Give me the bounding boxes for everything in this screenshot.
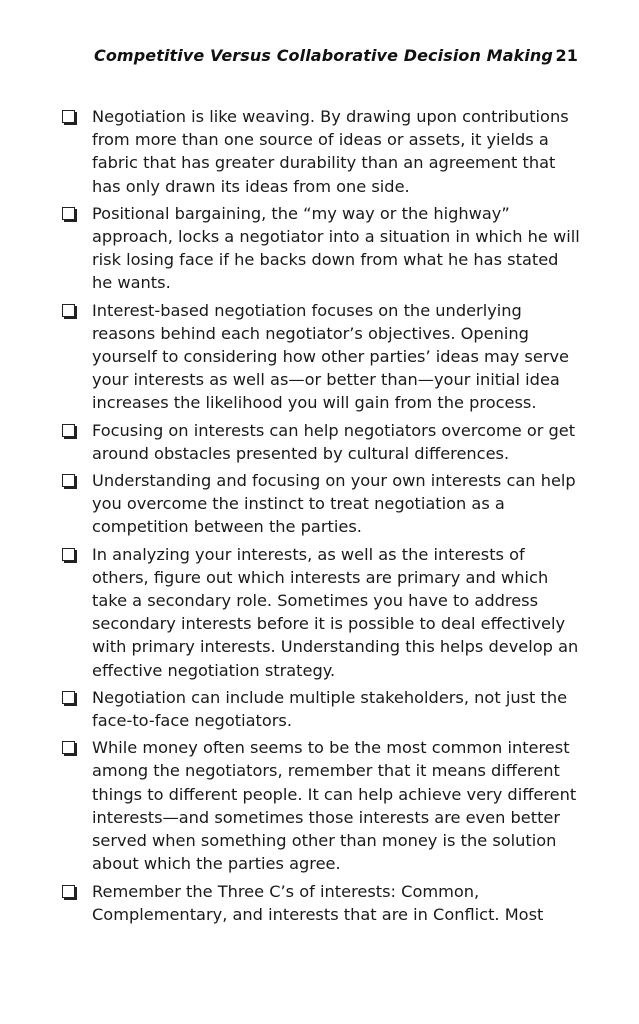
bullet-text: Negotiation is like weaving. By drawing upon contributions from more than one source of ideas or assets, it yields a fabric that has greater durability than an agreement that has only drawn its ideas from one side. [92, 107, 569, 196]
bullet-item [62, 299, 582, 415]
bullet-text: In analyzing your interests, as well as the interests of others, figure out which interests are primary and which take a secondary role. Sometimes you have to address secondary interests before it is possible to deal effectively with primary interests. Understanding this helps develop an effective negotiation strategy. [92, 544, 579, 680]
bullet-text: While money often seems to be the most common interest among the negotiators, remember that it means different things to different people. It can help achieve very different interests—and sometimes those interests are even better served when something other than money is the solution about which the parties agree. [92, 738, 577, 874]
checkbox-icon [62, 304, 75, 317]
bullet-item [62, 880, 582, 926]
bullet-item [62, 736, 582, 875]
chapter-title: Competitive Versus Collaborative Decision Making [94, 46, 553, 65]
checkbox-icon [62, 548, 75, 561]
bullet-list [62, 105, 582, 930]
checkbox-icon [62, 207, 75, 220]
bullet-text: Remember the Three C’s of interests: Common, Complementary, and interests that are in Conflict. Most [92, 881, 544, 924]
bullet-text: Understanding and focusing on your own interests can help you overcome the instinct to treat negotiation as a competition between the parties. [92, 471, 576, 537]
checkbox-icon [62, 691, 75, 704]
page-number: 21 [555, 46, 578, 65]
bullet-item [62, 543, 582, 682]
checkbox-icon [62, 885, 75, 898]
checkbox-icon [62, 474, 75, 487]
checkbox-icon [62, 741, 75, 754]
bullet-text: Interest-based negotiation focuses on the underlying reasons behind each negotiator’s objectives. Opening yourself to considering how other parties’ ideas may serve your interests as well as—or better than—your initial idea increases the likelihood you will gain from the process. [92, 300, 570, 413]
checkbox-icon [62, 110, 75, 123]
bullet-text: Focusing on interests can help negotiators overcome or get around obstacles presented by cultural differences. [92, 420, 576, 463]
bullet-item [62, 419, 582, 465]
bullet-item [62, 469, 582, 539]
running-head [94, 44, 578, 70]
checkbox-icon [62, 424, 75, 437]
bullet-text: Positional bargaining, the “my way or the highway” approach, locks a negotiator into a situation in which he will risk losing face if he backs down from what he has stated he wants. [92, 203, 580, 293]
bullet-item [62, 202, 582, 295]
bullet-item [62, 686, 582, 732]
bullet-item [62, 105, 582, 198]
bullet-text: Negotiation can include multiple stakeholders, not just the face-to-face negotiators. [92, 687, 568, 731]
